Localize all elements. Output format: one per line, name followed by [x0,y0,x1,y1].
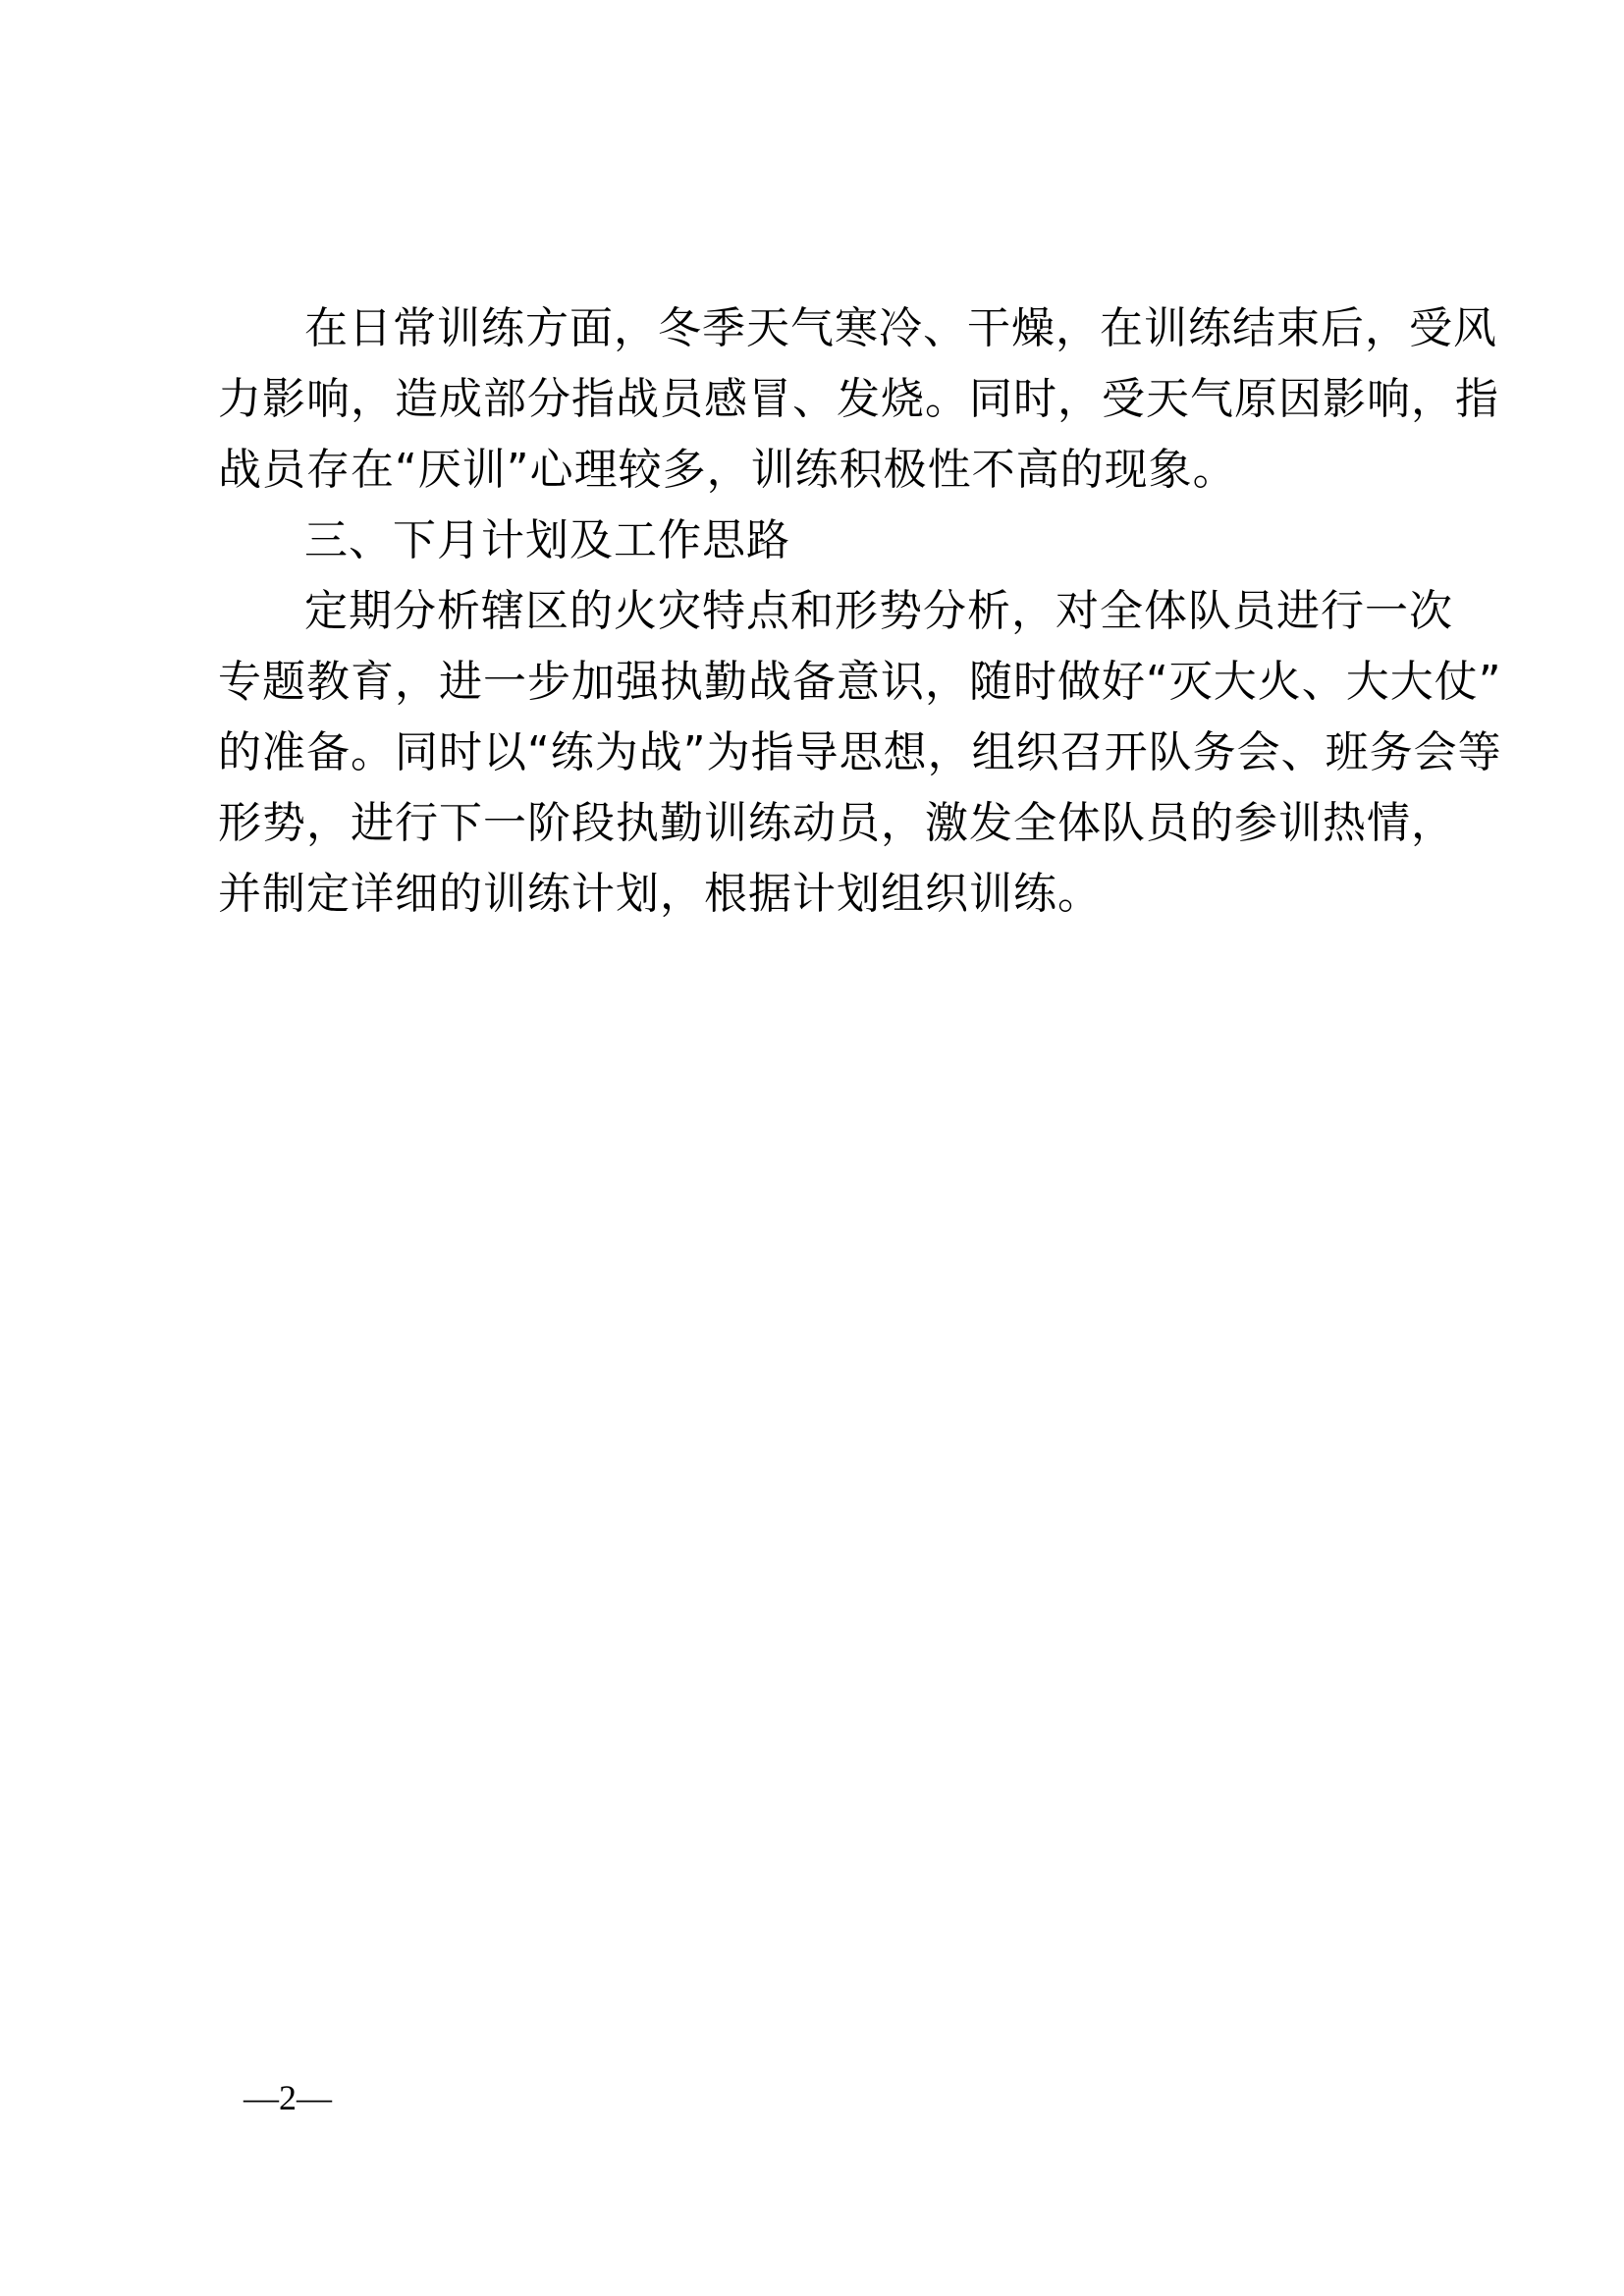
paragraph-line: 专题教育，进一步加强执勤战备意识，随时做好“灭大火、大大仗” [218,657,1502,707]
section-heading: 三、下月计划及工作思路 [304,515,790,565]
paragraph-line: 战员存在“厌训”心理较多，训练积极性不高的现象。 [218,445,1237,495]
paragraph-line: 定期分析辖区的火灾特点和形势分析，对全体队员进行一次 [304,586,1453,636]
paragraph-line: 力影响，造成部分指战员感冒、发烧。同时，受天气原因影响，指 [218,374,1499,424]
paragraph-line: 形势，进行下一阶段执勤训练动员，激发全体队员的参训热情， [218,798,1455,848]
paragraph-line: 在日常训练方面，冬季天气寒冷、干燥，在训练结束后，受风 [304,303,1497,353]
paragraph-line: 的准备。同时以“练为战”为指导思想，组织召开队务会、班务会等 [218,727,1502,777]
paragraph-line: 并制定详细的训练计划，根据计划组织训练。 [218,869,1102,919]
page-number: —2— [244,2078,332,2117]
